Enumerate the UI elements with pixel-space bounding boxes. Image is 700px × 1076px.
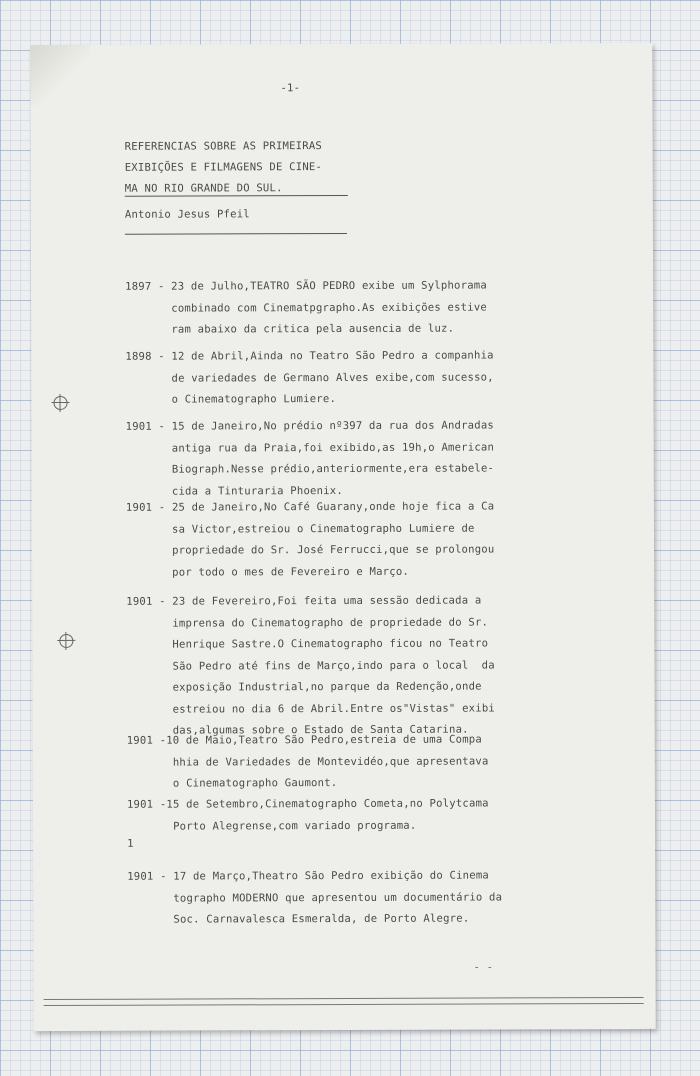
entry-3-line-2: antiga rua da Praia,foi exibido,as 19h,o American: [125, 440, 495, 455]
author-name: Antonio Jesus Pfeil: [124, 208, 250, 221]
punch-hole-bottom: [59, 634, 73, 648]
entry-9-line-2: tographo MODERNO que apresentou um documentário da: [127, 890, 503, 905]
entry-5-line-4: São Pedro até fins de Março,indo para o local da: [126, 658, 495, 673]
entry-2-line-3: o Cinematographo Lumiere.: [125, 393, 337, 406]
entry-2-line-1: 1898 - 12 de Abril,Ainda no Teatro São Pedro a companhia: [125, 349, 494, 363]
entry-5-line-3: Henrique Sastre.O Cinematographo ficou no Teatro: [126, 637, 489, 651]
entry-7-line-2: Porto Alegrense,com variado programa.: [126, 819, 417, 833]
entry-1-line-3: ram abaixo da critica pela ausencia de luz.: [125, 322, 455, 336]
paper-sheet: [30, 43, 655, 1031]
entry-1-line-2: combinado com Cinematpgrapho.As exibições estive: [125, 300, 488, 315]
title-line-2: EXIBIÇÕES E FILMAGENS DE CINE-: [124, 161, 323, 174]
title-line-1: REFERENCIAS SOBRE AS PRIMEIRAS: [124, 140, 322, 153]
entry-4-line-3: propriedade do Sr. José Ferrucci,que se prolongou: [126, 543, 495, 557]
entry-8-line-1: 1: [127, 837, 134, 850]
entry-4-line-1: 1901 - 25 de Janeiro,No Café Guarany,onde hoje fica a Ca: [125, 500, 495, 514]
entry-5-line-5: exposição Industrial,no parque da Redenção,onde: [126, 680, 482, 694]
entry-5-line-6: estreiou no dia 6 de Abril.Entre os"Vistas" exibi: [126, 701, 495, 716]
entry-6-line-1: 1901 -10 de Maio,Teatro São Pedro,estreia de uma Compa: [126, 733, 482, 747]
entry-9-line-3: Soc. Carnavalesca Esmeralda, de Porto Alegre.: [127, 912, 470, 926]
footer-mark: - -: [473, 961, 494, 974]
entry-6-line-3: o Cinematographo Gaumont.: [126, 777, 338, 790]
folded-corner: [30, 45, 90, 105]
entry-5-line-7: das,algumas sobre o Estado de Santa Catarina.: [126, 723, 469, 737]
entry-3-line-4: cida a Tinturaria Phoenix.: [125, 484, 343, 498]
entry-1-line-1: 1897 - 23 de Julho,TEATRO SÃO PEDRO exibe um Sylphorama: [125, 279, 487, 293]
entry-5-line-1: 1901 - 23 de Fevereiro,Foi feita uma sessão dedicada a: [126, 594, 482, 608]
entry-6-line-2: hhia de Variedades de Montevidéo,que apresentava: [126, 754, 489, 769]
entry-9-line-1: 1901 - 17 de Março,Theatro São Pedro exibição do Cinema: [127, 869, 490, 883]
entry-4-line-2: sa Victor,estreiou o Cinematographo Lumiere de: [125, 522, 475, 536]
author-underline: [125, 233, 347, 235]
entry-3-line-1: 1901 - 15 de Janeiro,No prédio nº397 da rua dos Andradas: [125, 419, 495, 433]
entry-3-line-3: Biograph.Nesse prédio,anteriormente,era estabele-: [125, 462, 495, 476]
entry-5-line-2: imprensa do Cinematographo de propriedade do Sr.: [126, 615, 489, 630]
entry-7-line-1: 1901 -15 de Setembro,Cinematographo Cometa,no Polytcama: [126, 797, 489, 811]
page-number: -1-: [280, 82, 301, 95]
bottom-rule-2: [44, 1003, 644, 1006]
bottom-rule-1: [44, 997, 644, 1000]
entry-2-line-2: de variedades de Germano Alves exibe,com sucesso,: [125, 370, 494, 385]
punch-hole-top: [54, 396, 68, 410]
entry-4-line-4: por todo o mes de Fevereiro e Março.: [126, 565, 410, 579]
title-underline: [125, 195, 348, 197]
title-line-3: MA NO RIO GRANDE DO SUL.: [124, 182, 283, 195]
